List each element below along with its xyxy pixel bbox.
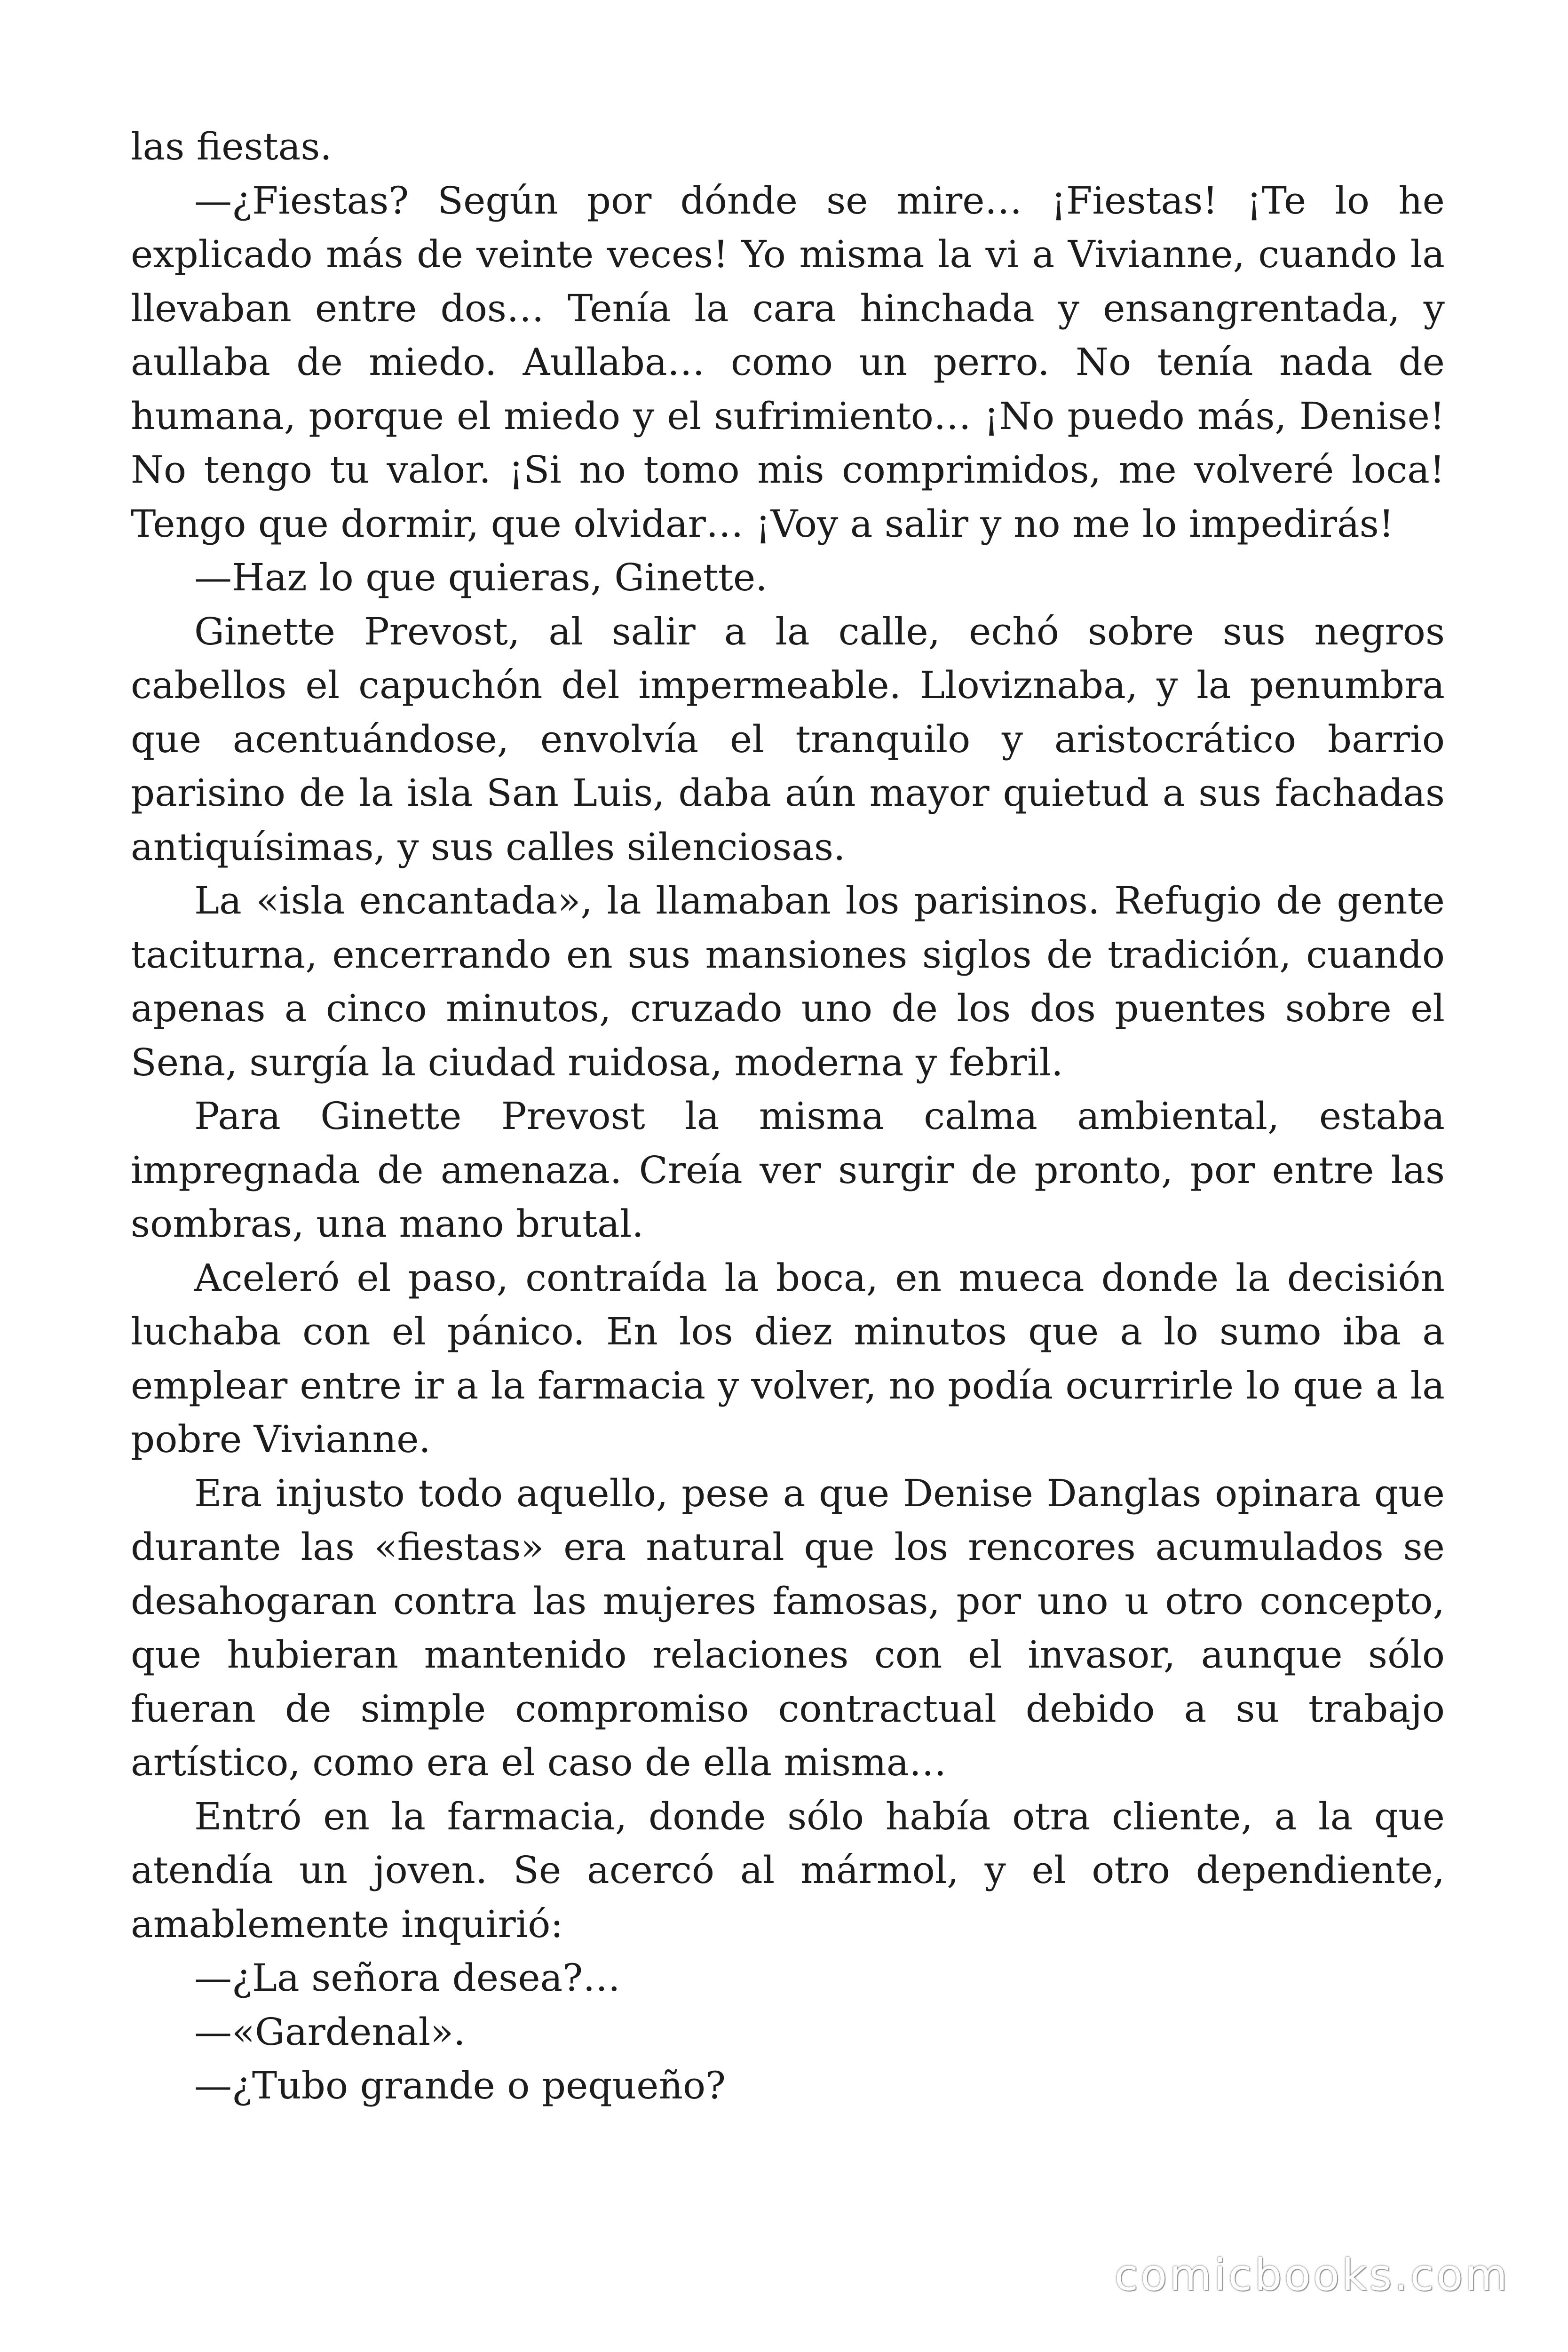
- paragraph-9: Entró en la farmacia, donde sólo había otra cliente, a la que atendía un joven. Se acercó al mármol, y el otro dependiente, amablemente inquirió:: [131, 1794, 1445, 1946]
- paragraph-1: las fiestas.: [131, 125, 332, 168]
- paragraph-5: La «isla encantada», la llamaban los parisinos. Refugio de gente taciturna, encerrando en sus mansiones siglos de tradición, cuando apenas a cinco minutos, cruzado uno de los dos puentes sobre el Sena, surgía la ciudad ruidosa, moderna y febril.: [131, 879, 1445, 1084]
- paragraph-12: —¿Tubo grande o pequeño?: [194, 2064, 726, 2107]
- paragraph-6: Para Ginette Prevost la misma calma ambiental, estaba impregnada de amenaza. Creía ver surgir de pronto, por entre las sombras, una mano brutal.: [131, 1094, 1445, 1246]
- paragraph-4: Ginette Prevost, al salir a la calle, echó sobre sus negros cabellos el capuchón del impermeable. Lloviznaba, y la penumbra que acentuándose, envolvía el tranquilo y aristocrático barrio parisino de la isla San Luis, daba aún mayor quietud a sus fachadas antiquísimas, y sus calles silenciosas.: [131, 609, 1445, 869]
- paragraph-8: Era injusto todo aquello, pese a que Denise Danglas opinara que durante las «fiestas» era natural que los rencores acumulados se desahogaran contra las mujeres famosas, por uno u otro concepto, que hubieran mantenido relaciones con el invasor, aunque sólo fueran de simple compromiso contractual debido a su trabajo artístico, como era el caso de ella misma…: [131, 1471, 1445, 1784]
- paragraph-7: Aceleró el paso, contraída la boca, en mueca donde la decisión luchaba con el pánico. En los diez minutos que a lo sumo iba a emplear entre ir a la farmacia y volver, no podía ocurrirle lo que a la pobre Vivianne.: [131, 1255, 1445, 1461]
- paragraph-2: —¿Fiestas? Según por dónde se mire… ¡Fiestas! ¡Te lo he explicado más de veinte veces! Yo misma la vi a Vivianne, cuando la llevaban entre dos… Tenía la cara hinchada y ensangrentada, y aullaba de miedo. Aullaba… como un perro. No tenía nada de humana, porque el miedo y el sufrimiento… ¡No puedo más, Denise! No tengo tu valor. ¡Si no tomo mis comprimidos, me volveré loca! Tengo que dormir, que olvidar… ¡Voy a salir y no me lo impedirás!: [131, 178, 1445, 546]
- book-page-text: [131, 120, 1445, 2113]
- watermark: comicbooks.com: [1114, 2250, 1510, 2300]
- paragraph-10: —¿La señora desea?…: [194, 1956, 621, 2000]
- paragraph-3: —Haz lo que quieras, Ginette.: [194, 556, 768, 599]
- paragraph-11: —«Gardenal».: [194, 2010, 466, 2054]
